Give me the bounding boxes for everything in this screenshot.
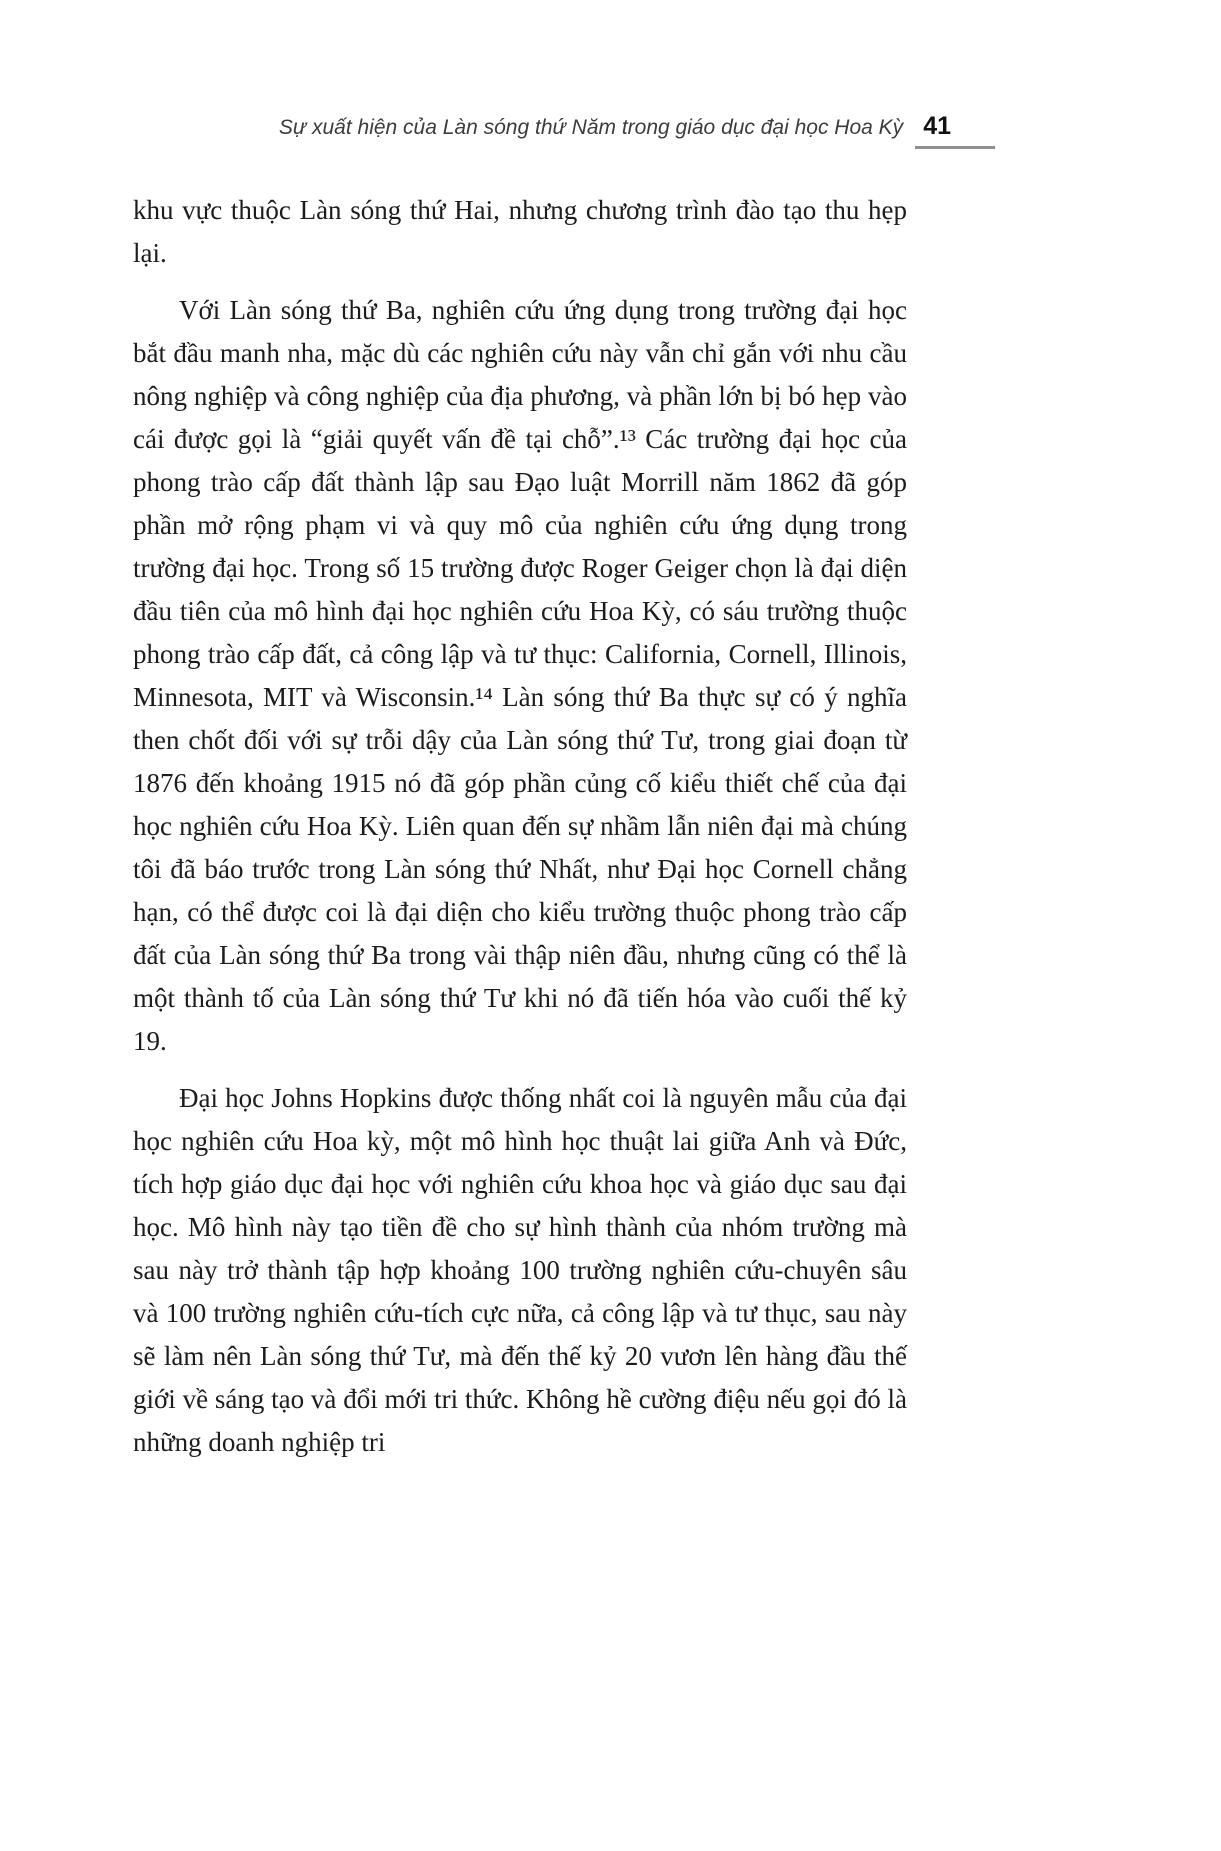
running-title: Sự xuất hiện của Làn sóng thứ Năm trong giáo dục đại học Hoa Kỳ: [278, 116, 904, 139]
page-number: 41: [915, 114, 995, 149]
paragraph: Với Làn sóng thứ Ba, nghiên cứu ứng dụng trong trường đại học bắt đầu manh nha, mặc dù các nghiên cứu này vẫn chỉ gắn với nhu cầu nông nghiệp và công nghiệp của địa phương, và phần lớn bị bó hẹp vào cái được gọi là “giải quyết vấn đề tại chỗ”.¹³ Các trường đại học của phong trào cấp đất thành lập sau Đạo luật Morrill năm 1862 đã góp phần mở rộng phạm vi và quy mô của nghiên cứu ứng dụng trong trường đại học. Trong số 15 trường được Roger Geiger chọn là đại diện đầu tiên của mô hình đại học nghiên cứu Hoa Kỳ, có sáu trường thuộc phong trào cấp đất, cả công lập và tư thục: California, Cornell, Illinois, Minnesota, MIT và Wisconsin.¹⁴ Làn sóng thứ Ba thực sự có ý nghĩa then chốt đối với sự trỗi dậy của Làn sóng thứ Tư, trong giai đoạn từ 1876 đến khoảng 1915 nó đã góp phần củng cố kiểu thiết chế của đại học nghiên cứu Hoa Kỳ. Liên quan đến sự nhầm lẫn niên đại mà chúng tôi đã báo trước trong Làn sóng thứ Nhất, như Đại học Cornell chẳng hạn, có thể được coi là đại diện cho kiểu trường thuộc phong trào cấp đất của Làn sóng thứ Ba trong vài thập niên đầu, nhưng cũng có thể là một thành tố của Làn sóng thứ Tư khi nó đã tiến hóa vào cuối thế kỷ 19.: [133, 295, 907, 1056]
book-page: [133, 0, 951, 1464]
page-header: [133, 0, 995, 149]
paragraph: khu vực thuộc Làn sóng thứ Hai, nhưng chương trình đào tạo thu hẹp lại.: [133, 195, 907, 268]
page-body: [133, 189, 907, 1464]
paragraph: Đại học Johns Hopkins được thống nhất coi là nguyên mẫu của đại học nghiên cứu Hoa kỳ, một mô hình học thuật lai giữa Anh và Đức, tích hợp giáo dục đại học với nghiên cứu khoa học và giáo dục sau đại học. Mô hình này tạo tiền đề cho sự hình thành của nhóm trường mà sau này trở thành tập hợp khoảng 100 trường nghiên cứu-chuyên sâu và 100 trường nghiên cứu-tích cực nữa, cả công lập và tư thục, sau này sẽ làm nên Làn sóng thứ Tư, mà đến thế kỷ 20 vươn lên hàng đầu thế giới về sáng tạo và đổi mới tri thức. Không hề cường điệu nếu gọi đó là những doanh nghiệp tri: [133, 1083, 907, 1457]
